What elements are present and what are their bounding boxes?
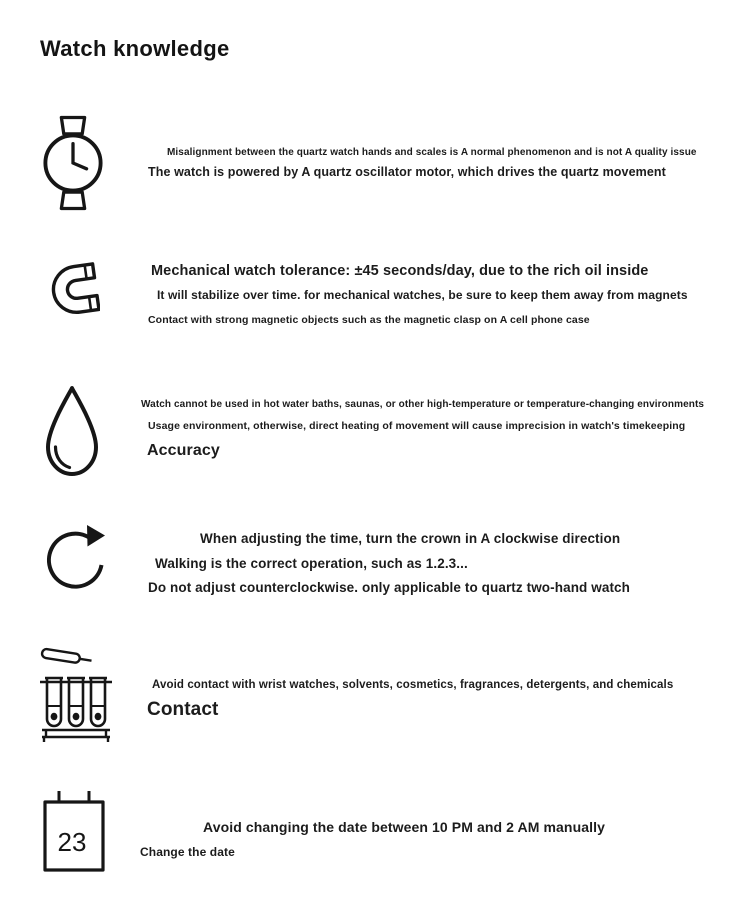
info-line: When adjusting the time, turn the crown in A clockwise direction xyxy=(200,531,621,546)
info-line: Avoid contact with wrist watches, solvents, cosmetics, fragrances, detergents, and chemicals xyxy=(152,679,674,691)
calendar-icon xyxy=(42,788,106,874)
info-line: Watch cannot be used in hot water baths, saunas, or other high-temperature or temperature-changing environments xyxy=(141,399,705,410)
watch-icon xyxy=(42,113,104,213)
info-line: Change the date xyxy=(140,845,235,859)
calendar-day-number: 23 xyxy=(57,827,87,857)
info-line: Contact xyxy=(147,699,219,720)
info-line: Misalignment between the quartz watch hands and scales is A normal phenomenon and is not A quality issue xyxy=(167,147,697,158)
rotate-clockwise-icon xyxy=(44,522,108,602)
water-drop-icon xyxy=(42,384,102,479)
info-line: Mechanical watch tolerance: ±45 seconds/day, due to the rich oil inside xyxy=(151,263,649,279)
page-title: Watch knowledge xyxy=(40,36,230,61)
info-line: Accuracy xyxy=(147,442,220,459)
magnet-icon xyxy=(44,262,100,318)
test-tubes-icon xyxy=(38,644,114,744)
info-line: Avoid changing the date between 10 PM and 2 AM manually xyxy=(203,819,605,835)
info-line: Walking is the correct operation, such as 1.2.3... xyxy=(155,556,468,571)
info-line: Do not adjust counterclockwise. only applicable to quartz two-hand watch xyxy=(148,580,630,595)
info-line: Usage environment, otherwise, direct heating of movement will cause imprecision in watch's timekeeping xyxy=(148,420,686,432)
info-line: It will stabilize over time. for mechanical watches, be sure to keep them away from magnets xyxy=(157,288,688,302)
info-line: The watch is powered by A quartz oscillator motor, which drives the quartz movement xyxy=(148,165,666,179)
info-line: Contact with strong magnetic objects such as the magnetic clasp on A cell phone case xyxy=(148,314,590,326)
